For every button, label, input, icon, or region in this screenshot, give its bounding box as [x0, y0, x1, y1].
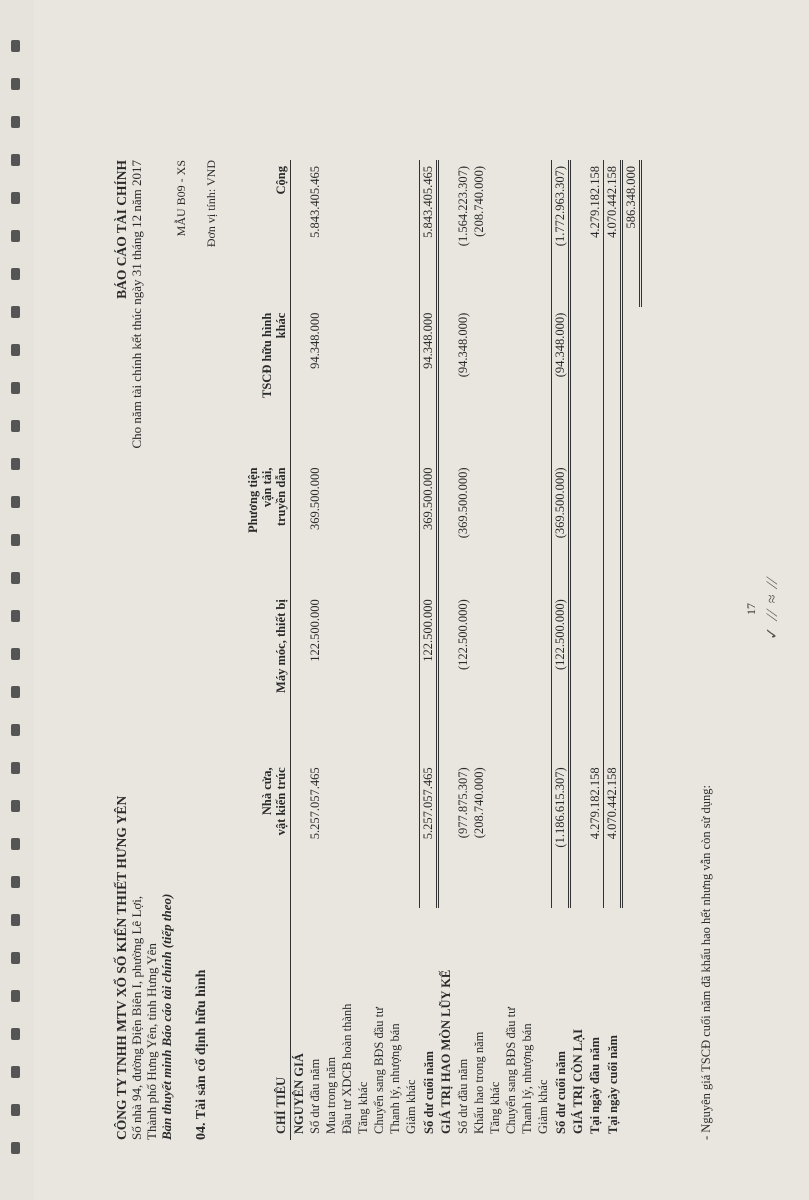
cell-value — [339, 593, 355, 761]
cell-value — [355, 593, 371, 761]
binding-hole — [11, 496, 20, 508]
currency-unit: Đơn vị tính: VND — [204, 160, 218, 248]
cell-value: (208.740.000) — [472, 166, 486, 237]
cell-value: (208.740.000) — [472, 767, 486, 839]
cell-value: (94.348.000) — [552, 307, 570, 462]
cell-value — [487, 307, 503, 462]
cell-value — [371, 307, 387, 462]
cell-value — [355, 461, 371, 593]
cell-value — [323, 307, 339, 462]
binding-hole — [11, 610, 20, 622]
cell-value — [438, 593, 456, 761]
cell-value — [487, 160, 503, 307]
cell-value — [323, 461, 339, 593]
cell-value — [371, 761, 387, 908]
binding-hole — [11, 192, 20, 204]
cell-value — [604, 461, 622, 593]
cell-value — [291, 307, 308, 462]
row-label: Tăng khác — [356, 1081, 370, 1134]
cell-value: 5.843.405.465 — [308, 166, 322, 238]
col-header-vehicles-line2: vận tải, — [260, 467, 274, 508]
cell-value — [535, 593, 552, 761]
row-label: Giảm khác — [536, 1079, 551, 1134]
cell-value — [403, 160, 420, 307]
cell-value — [587, 461, 604, 593]
cell-value — [487, 593, 503, 761]
company-address-line-1: Số nhà 94, đường Điện Biên I, phường Lê Lợi, — [129, 895, 144, 1140]
spiral-binding — [0, 0, 34, 1200]
cell-value — [403, 307, 420, 462]
row-label: GIÁ TRỊ HAO MÒN LŨY KẾ — [439, 969, 454, 1134]
cell-value — [622, 593, 641, 761]
cell-value — [323, 160, 339, 307]
cell-value: (122.500.000) — [456, 599, 470, 671]
cell-value — [519, 461, 535, 593]
cell-value — [471, 461, 487, 593]
row-label: Đầu tư XDCB hoàn thành — [340, 1003, 354, 1134]
cell-value — [519, 160, 535, 307]
table-row — [291, 160, 308, 1140]
table-row — [323, 160, 339, 1140]
table-row — [307, 160, 323, 1140]
row-label: Số dư cuối năm — [553, 1051, 568, 1134]
cell-value — [438, 160, 456, 307]
cell-value — [487, 761, 503, 908]
cell-value: 5.843.405.465 — [420, 160, 438, 307]
handwritten-signature: ✓ ⁄⁄ ≈ ⁄⁄ — [764, 577, 781, 640]
cell-value: 122.500.000 — [420, 593, 438, 761]
cell-value — [570, 307, 588, 462]
cell-value: 122.500.000 — [308, 599, 322, 662]
col-header-vehicles-line1: Phương tiện — [246, 467, 260, 533]
row-label: GIÁ TRỊ CÒN LẠI — [571, 1029, 586, 1134]
cell-value — [604, 307, 622, 462]
cell-value: (1.772.963.307) — [552, 160, 570, 307]
cell-value: (94.348.000) — [456, 312, 470, 378]
table-row — [420, 160, 438, 1140]
col-header-label: CHỈ TIÊU — [244, 908, 291, 1140]
cell-value — [371, 593, 387, 761]
binding-hole — [11, 458, 20, 470]
row-label: Chuyển sang BĐS đầu tư — [372, 1007, 386, 1134]
cell-value — [387, 461, 403, 593]
binding-hole — [11, 876, 20, 888]
col-header-buildings-line2: vật kiến trúc — [274, 767, 288, 836]
cell-value: 369.500.000 — [420, 461, 438, 593]
cell-value: 5.257.057.465 — [420, 761, 438, 908]
binding-hole — [11, 800, 20, 812]
cell-value — [371, 461, 387, 593]
table-row — [552, 160, 570, 1140]
cell-value — [535, 307, 552, 462]
cell-value — [487, 461, 503, 593]
binding-hole — [11, 838, 20, 850]
row-label: Tại ngày cuối năm — [605, 1035, 620, 1134]
section-title: 04. Tài sản cố định hữu hình — [194, 969, 209, 1140]
cell-value — [587, 593, 604, 761]
table-row — [455, 160, 471, 1140]
table-body — [291, 160, 641, 1140]
cell-value — [387, 160, 403, 307]
table-row — [371, 160, 387, 1140]
subtitle-note: (tiếp theo) — [159, 893, 174, 949]
binding-hole — [11, 990, 20, 1002]
report-header — [114, 160, 144, 448]
table-row — [503, 160, 519, 1140]
document-page — [34, 0, 809, 1200]
cell-value — [387, 761, 403, 908]
form-code: MẪU B09 - XS — [174, 160, 188, 237]
report-period: Cho năm tài chính kết thúc ngày 31 tháng 12 năm 2017 — [129, 160, 144, 449]
cell-value — [604, 593, 622, 761]
col-header-machinery: Máy móc, thiết bị — [244, 593, 291, 761]
cell-value — [355, 307, 371, 462]
cell-value — [291, 461, 308, 593]
cell-value: 4.070.442.158 — [604, 761, 622, 908]
cell-value — [291, 160, 308, 307]
row-label: Khấu hao trong năm — [472, 1031, 486, 1134]
table-row — [604, 160, 622, 1140]
cell-value — [323, 593, 339, 761]
binding-hole — [11, 1066, 20, 1078]
row-label: Số dư đầu năm — [456, 1058, 470, 1134]
binding-hole — [11, 382, 20, 394]
cell-value — [387, 593, 403, 761]
table-row — [403, 160, 420, 1140]
cell-value — [403, 593, 420, 761]
col-header-total: Cộng — [244, 160, 291, 307]
col-header-other-line1: TSCĐ hữu hình — [260, 312, 274, 398]
binding-hole — [11, 724, 20, 736]
row-label — [622, 908, 641, 1140]
binding-hole — [11, 154, 20, 166]
binding-hole — [11, 686, 20, 698]
cell-value — [519, 307, 535, 462]
binding-hole — [11, 1104, 20, 1116]
row-label: Chuyển sang BĐS đầu tư — [504, 1007, 518, 1134]
binding-hole — [11, 78, 20, 90]
cell-value: 4.070.442.158 — [604, 160, 622, 307]
cell-value — [387, 307, 403, 462]
rotated-document — [34, 0, 809, 1200]
cell-value: (122.500.000) — [552, 593, 570, 761]
cell-value — [403, 461, 420, 593]
table-row — [570, 160, 588, 1140]
col-header-buildings — [244, 761, 291, 908]
cell-value — [570, 461, 588, 593]
cell-value — [519, 593, 535, 761]
table-row — [387, 160, 403, 1140]
cell-value — [622, 461, 641, 593]
cell-value: 94.348.000 — [420, 307, 438, 462]
cell-value — [339, 761, 355, 908]
cell-value — [570, 761, 588, 908]
binding-hole — [11, 914, 20, 926]
table-row — [471, 160, 487, 1140]
cell-value: 4.279.182.158 — [588, 767, 602, 840]
row-label: Số dư đầu năm — [308, 1058, 322, 1134]
table-row — [355, 160, 371, 1140]
cell-value — [291, 761, 308, 908]
cell-value — [622, 761, 641, 908]
page-number: 17 — [744, 603, 758, 615]
table-header-row — [244, 160, 291, 1140]
binding-hole — [11, 762, 20, 774]
cell-value — [403, 761, 420, 908]
table-row — [587, 160, 604, 1140]
cell-value — [535, 160, 552, 307]
cell-value — [570, 593, 588, 761]
company-name: CÔNG TY TNHH MTV XỔ SỐ KIẾN THIẾT HƯNG YÊN — [114, 795, 129, 1140]
col-header-buildings-line1: Nhà cửa, — [260, 767, 274, 816]
cell-value — [339, 461, 355, 593]
col-header-other-line2: khác — [274, 312, 288, 339]
cell-value — [535, 461, 552, 593]
cell-value: 586.348.000 — [622, 160, 641, 307]
cell-value — [355, 160, 371, 307]
binding-hole — [11, 534, 20, 546]
cell-value — [355, 761, 371, 908]
cell-value — [291, 593, 308, 761]
col-header-vehicles-line3: truyền dẫn — [274, 467, 288, 527]
cell-value — [503, 160, 519, 307]
binding-hole — [11, 40, 20, 52]
cell-value — [471, 593, 487, 761]
binding-hole — [11, 230, 20, 242]
row-label: Số dư cuối năm — [421, 1051, 436, 1134]
binding-hole — [11, 1028, 20, 1040]
cell-value — [503, 593, 519, 761]
col-header-vehicles — [244, 461, 291, 593]
binding-hole — [11, 306, 20, 318]
cell-value — [323, 761, 339, 908]
company-address-line-2: Thành phố Hưng Yên, tỉnh Hưng Yên — [144, 943, 159, 1140]
cell-value: (977.875.307) — [456, 767, 470, 839]
table-row — [339, 160, 355, 1140]
cell-value — [438, 461, 456, 593]
cell-value — [339, 160, 355, 307]
cell-value: (1.564.223.307) — [456, 166, 470, 247]
cell-value — [519, 761, 535, 908]
cell-value — [438, 761, 456, 908]
row-label: Tăng khác — [488, 1081, 502, 1134]
row-label: Mua trong năm — [324, 1056, 338, 1134]
cell-value — [503, 761, 519, 908]
cell-value — [503, 307, 519, 462]
binding-hole — [11, 116, 20, 128]
cell-value: 4.279.182.158 — [588, 166, 602, 238]
cell-value — [471, 307, 487, 462]
cell-value — [587, 307, 604, 462]
document-subtitle — [159, 796, 174, 1140]
col-header-other-assets — [244, 307, 291, 462]
cell-value: 369.500.000 — [308, 467, 322, 530]
binding-hole — [11, 420, 20, 432]
footnote: - Nguyên giá TSCĐ cuối năm đã khấu hao hết nhưng vẫn còn sử dụng: — [699, 785, 713, 1140]
fixed-assets-table — [244, 160, 642, 1140]
binding-hole — [11, 572, 20, 584]
table-row — [438, 160, 456, 1140]
binding-hole — [11, 952, 20, 964]
table-row — [519, 160, 535, 1140]
subtitle-text: Bản thuyết minh Báo cáo tài chính — [159, 951, 174, 1140]
table-row — [535, 160, 552, 1140]
cell-value — [438, 307, 456, 462]
table-row — [487, 160, 503, 1140]
cell-value — [570, 160, 588, 307]
row-label: Thanh lý, nhượng bán — [388, 1023, 402, 1134]
cell-value: (369.500.000) — [456, 467, 470, 539]
cell-value — [622, 307, 641, 462]
row-label: Thanh lý, nhượng bán — [520, 1023, 534, 1134]
cell-value — [371, 160, 387, 307]
cell-value — [535, 761, 552, 908]
cell-value: (369.500.000) — [552, 461, 570, 593]
cell-value: 94.348.000 — [308, 312, 322, 369]
binding-hole — [11, 648, 20, 660]
cell-value: (1.186.615.307) — [552, 761, 570, 908]
cell-value — [339, 307, 355, 462]
company-header — [114, 796, 174, 1140]
table-row — [622, 160, 641, 1140]
row-label: Tại ngày đầu năm — [588, 1037, 603, 1134]
binding-hole — [11, 268, 20, 280]
cell-value — [503, 461, 519, 593]
report-title: BÁO CÁO TÀI CHÍNH — [114, 160, 129, 299]
row-label: Giảm khác — [404, 1079, 419, 1134]
cell-value: 5.257.057.465 — [308, 767, 322, 840]
binding-hole — [11, 1142, 20, 1154]
binding-hole — [11, 344, 20, 356]
row-label: NGUYÊN GIÁ — [292, 1053, 306, 1134]
